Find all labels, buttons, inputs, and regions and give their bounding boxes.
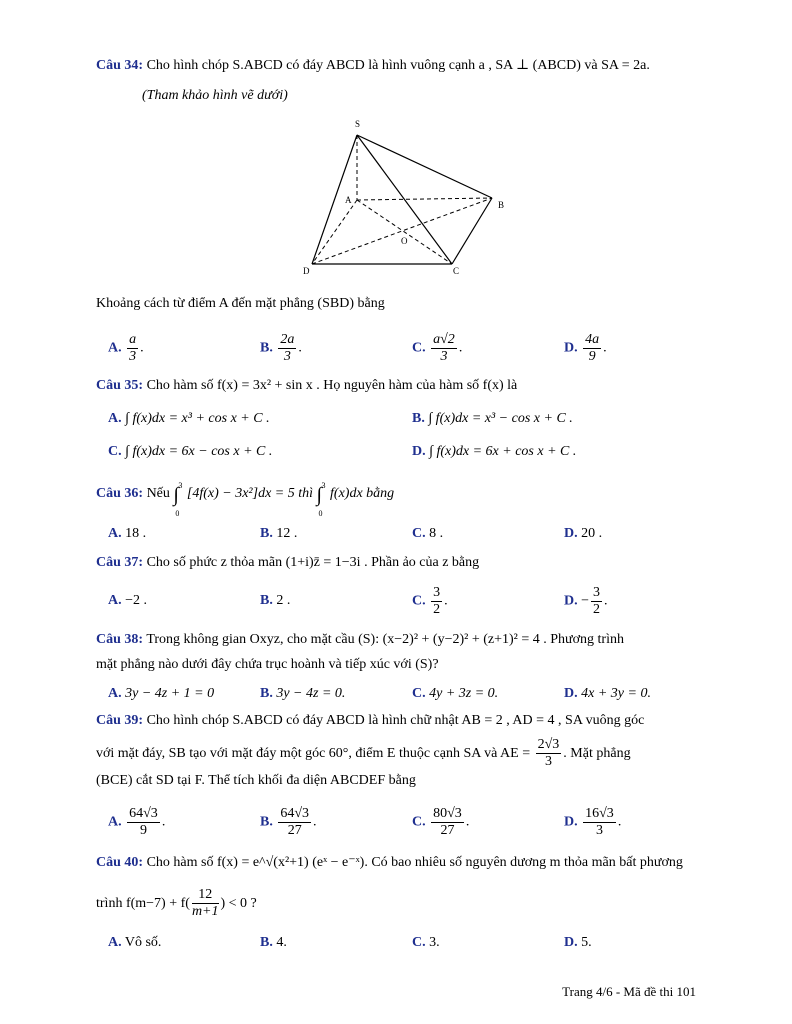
q37-text: Cho số phức z thỏa mãn (1+i)z̄ = 1−3i . Phần ảo của z bằng [146,555,480,570]
diag-AC [357,200,452,264]
q36-integral-1: ∫ 3 0 [173,481,183,518]
q39-option-b[interactable]: B. $\frac{64√3}{27}$ . [260,806,317,838]
q35-option-c[interactable]: C. ∫ f(x)dx = 6x − cos x + C . [108,444,273,459]
q39-stem-1: Câu 39: Cho hình chóp S.ABCD có đáy ABCD là hình chữ nhật AB = 2 , AD = 4 , SA vuông góc [96,713,645,728]
q40-stem-2: trình f(m−7) + f( $\frac{12}{m+1}$ ) < 0 ? [96,887,257,920]
point-D-label: D [303,266,310,276]
q39-option-d[interactable]: D. $\frac{16√3}{3}$ . [564,806,622,838]
q34-option-a[interactable]: A. $\frac{a}{3}$ . [108,332,144,364]
q38-stem-1: Câu 38: Trong không gian Oxyz, cho mặt cầu (S): (x−2)² + (y−2)² + (z+1)² = 4 . Phương trình [96,632,624,647]
q38-option-a[interactable]: A. 3y − 4z + 1 = 0 [108,686,215,701]
q40-option-d[interactable]: D. 5. [564,935,592,950]
q39-option-c[interactable]: C. $\frac{80√3}{27}$ . [412,806,470,838]
q37-stem [96,553,696,573]
q36-option-c[interactable]: C. 8 . [412,526,444,541]
q37-option-a[interactable]: A. −2 . [108,593,148,608]
q35-stem [96,376,696,396]
q36-option-d[interactable]: D. 20 . [564,526,603,541]
q35-option-d[interactable]: D. ∫ f(x)dx = 6x + cos x + C . [412,444,577,459]
q34-option-c-label: C. [412,340,426,356]
q34-option-c-frac: $\frac{a√2}{3}$ [433,332,455,364]
q34-option-b-frac: $\frac{2a}{3}$ [280,332,295,364]
diag-DB [312,198,492,264]
q34-option-a-frac: $\frac{a}{3}$ [129,332,137,364]
q38-option-c[interactable]: C. 4y + 3z = 0. [412,686,499,701]
q34-option-d-frac: $\frac{4a}{9}$ [585,332,600,364]
q34-option-d[interactable]: D. $\frac{4a}{9}$ . [564,332,607,364]
q35-label: Câu 35: [96,378,144,393]
q40-stem-1: Câu 40: Cho hàm số f(x) = e^√(x²+1) (eˣ − e⁻ˣ). Có bao nhiêu số nguyên dương m thỏa mãn bất phương [96,855,683,870]
q34-hint [142,86,696,106]
q40-option-c[interactable]: C. 3. [412,935,440,950]
point-B-label: B [498,200,505,210]
q35-text: Cho hàm số f(x) = 3x² + sin x . Họ nguyên hàm của hàm số f(x) là [146,378,518,393]
q38-option-b[interactable]: B. 3y − 4z = 0. [260,686,346,701]
q34-option-b-label: B. [260,340,273,356]
q39-label: Câu 39: [96,713,144,728]
edge-CB [452,198,492,264]
q36-label: Câu 36: [96,486,144,501]
q34-option-c[interactable]: C. $\frac{a√2}{3}$ . [412,332,463,364]
q38-option-d[interactable]: D. 4x + 3y = 0. [564,686,651,701]
q37-option-c[interactable]: C. $\frac{3}{2}$ . [412,585,448,617]
q34-label: Câu 34: [96,58,144,73]
q40-label: Câu 40: [96,855,144,870]
q38-stem-2: mặt phẳng nào dưới đây chứa trục hoành và tiếp xúc với (S)? [96,657,439,672]
point-A-label: A [345,195,352,205]
q34-option-a-label: A. [108,340,122,356]
q35-option-a[interactable]: A. ∫ f(x)dx = x³ + cos x + C . [108,411,270,426]
q34-option-b[interactable]: B. $\frac{2a}{3}$ . [260,332,302,364]
point-C-label: C [453,266,460,276]
q34-option-d-label: D. [564,340,578,356]
q39-stem-2: với mặt đáy, SB tạo với mặt đáy một góc 60°, điểm E thuộc cạnh SA và AE = $\frac{2√3}{3}$ . Mặt phẳng [96,737,631,770]
q36-option-a[interactable]: A. 18 . [108,526,147,541]
edge-SB [357,135,492,198]
q40-option-b[interactable]: B. 4. [260,935,287,950]
q34-hint-text: (Tham khảo hình vẽ dưới) [142,88,288,103]
q34-question: Khoảng cách từ điểm A đến mặt phẳng (SBD) bằng [96,296,385,311]
q35-option-b[interactable]: B. ∫ f(x)dx = x³ − cos x + C . [412,411,573,426]
q36-stem: Câu 36: Nếu ∫ 3 0 [4f(x) − 3x²]dx = 5 thì ∫ 3 0 f(x)dx bằng [96,481,395,518]
q34-stem [96,56,696,76]
point-O-label: O [401,236,408,246]
q34-text: Cho hình chóp S.ABCD có đáy ABCD là hình vuông cạnh a , SA ⊥ (ABCD) và SA = 2a. [146,58,650,73]
edge-AD [312,200,357,264]
q37-option-d[interactable]: D. − $\frac{3}{2}$ . [564,585,608,617]
q36-option-b[interactable]: B. 12 . [260,526,298,541]
q38-label: Câu 38: [96,632,144,647]
q39-stem-3: (BCE) cắt SD tại F. Thể tích khối đa diện ABCDEF bằng [96,773,416,788]
q37-option-b[interactable]: B. 2 . [260,593,291,608]
q40-option-a[interactable]: A. Vô số. [108,935,162,950]
q36-integral-2: ∫ 3 0 [316,481,326,518]
edge-AB [357,198,492,200]
pyramid-figure [300,118,510,280]
q39-option-a[interactable]: A. $\frac{64√3}{9}$ . [108,806,166,838]
page-footer: Trang 4/6 - Mã đề thi 101 [562,984,696,999]
q37-label: Câu 37: [96,555,144,570]
point-S-label: S [355,119,361,129]
